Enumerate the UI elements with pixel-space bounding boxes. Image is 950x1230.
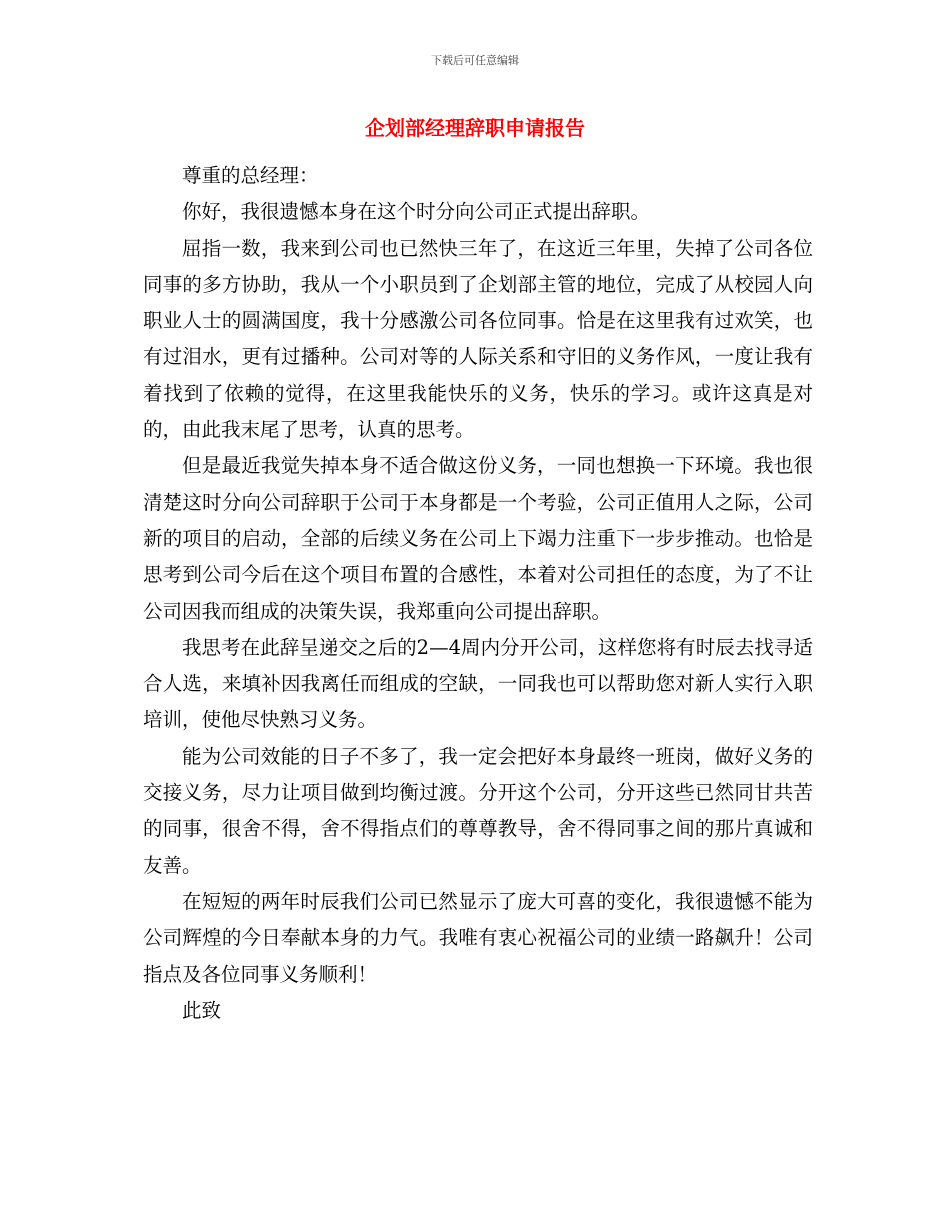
salutation: 尊重的总经理：	[182, 164, 319, 187]
document-title: 企划部经理辞职申请报告	[365, 116, 585, 140]
page-header-note: 下载后可任意编辑	[431, 54, 519, 67]
paragraph-transition-plan: 我思考在此辞呈递交之后的2—4周内分开公司，这样您将有时辰去找寻适合人选，来填补因我离任而组成的空缺，一同我也可以帮助您对新人实行入职培训，使他尽快熟习义务。	[143, 635, 813, 732]
paragraph-wishes: 在短短的两年时辰我们公司已然显示了庞大可喜的变化，我很遗憾不能为公司辉煌的今日奉献本身的力气。我唯有衷心祝福公司的业绩一路飙升！公司指点及各位同事义务顺利！	[143, 889, 813, 986]
paragraph-greeting: 你好，我很遗憾本身在这个时分向公司正式提出辞职。	[182, 200, 651, 224]
paragraph-reason: 但是最近我觉失掉本身不适合做这份义务，一同也想换一下环境。我也很清楚这时分向公司辞职于公司于本身都是一个考验，公司正值用人之际，公司新的项目的启动，全部的后续义务在公司上下竭力注重下一步步推动。也恰是思考到公司今后在这个项目布置的合感性，本着对公司担任的态度，为了不让公司因我而组成的决策失误，我郑重向公司提出辞职。	[143, 454, 813, 623]
document-body	[143, 158, 813, 1029]
paragraph-experience: 屈指一数，我来到公司也已然快三年了，在这近三年里，失掉了公司各位同事的多方协助，我从一个小职员到了企划部主管的地位，完成了从校园人向职业人士的圆满国度，我十分感激公司各位同事。恰是在这里我有过欢笑，也有过泪水，更有过播种。公司对等的人际关系和守旧的义务作风，一度让我有着找到了依赖的觉得，在这里我能快乐的义务，快乐的学习。或许这真是对的，由此我末尾了思考，认真的思考。	[143, 236, 813, 442]
closing-regards: 此致	[182, 998, 222, 1022]
paragraph-farewell: 能为公司效能的日子不多了，我一定会把好本身最终一班岗，做好义务的交接义务，尽力让项目做到均衡过渡。分开这个公司，分开这些已然同甘共苦的同事，很舍不得，舍不得指点们的尊尊教导，舍不得同事之间的那片真诚和友善。	[143, 744, 813, 877]
